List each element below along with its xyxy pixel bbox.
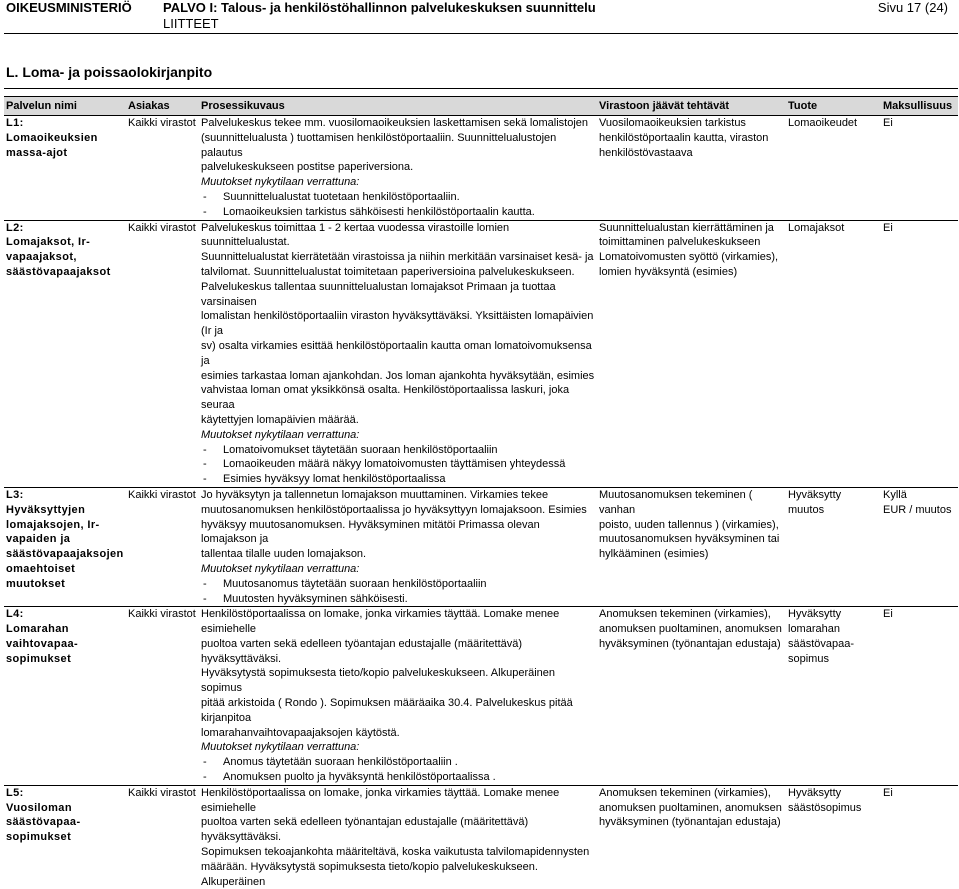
cell-line: vaihtovapaa- [6,637,79,650]
cell-line: Ei [883,117,893,129]
cell-line: lomien hyväksyntä (esimies) [599,265,738,278]
process-description [199,607,597,786]
product-cell [786,116,881,221]
cell-line: Suunnittelualustan kierrättäminen ja [599,221,774,234]
cell-line: L4: [6,608,24,621]
ministry-name: OIKEUSMINISTERIÖ [6,0,132,15]
cell-line: L5: [6,786,24,799]
cell-line: määrään. Hyväksytystä sopimuksesta tieto/kopio palvelukeskukseen. Alkuperäinen [201,860,538,888]
column-header: Virastoon jäävät tehtävät [597,97,786,116]
cell-line: hylkääminen (esimies) [599,548,709,561]
fee-cell [881,785,958,889]
service-table [4,96,958,889]
client-cell: Kaikki virastot [126,220,199,487]
cell-line: säästövapaajaksojen [6,548,124,561]
cell-line: Anomuksen tekeminen (virkamies), [599,608,771,621]
section-divider [4,88,958,89]
table-row [4,487,958,606]
cell-line: Hyväksytty [788,786,842,799]
column-header: Prosessikuvaus [199,97,597,116]
cell-line: L1: [6,117,24,129]
cell-line: pitää arkistoida ( Rondo ). Sopimuksen määräaika 30.4. Palvelukeskus pitää kirjanpitoa [201,697,573,724]
cell-line: Henkilöstöportaalissa on lomake, jonka virkamies täyttää. Lomake menee esimiehelle [201,608,560,636]
cell-line: sopimus [788,652,829,665]
cell-line: Hyväksytty muutos [788,488,842,516]
service-name [4,607,126,786]
cell-line: muutokset [6,577,66,590]
table-header-row [4,97,958,116]
cell-line: Palvelukeskus tekee mm. vuosilomaoikeuksien laskettamisen sekä lomalistojen [201,117,589,129]
cell-line: käytettyjen lomapäivien määrää. [201,413,359,426]
cell-line: Henkilöstöportaalissa on lomake, jonka virkamies täyttää. Lomake menee esimiehelle [201,786,560,814]
cell-line: EUR / muutos [883,503,952,516]
cell-line: anomuksen puoltaminen, anomuksen [599,623,782,636]
cell-line: vapaajaksot, [6,251,77,264]
agency-tasks [597,607,786,786]
header-divider [4,33,958,34]
document-title [163,0,596,32]
cell-line: hyväksyminen (työnantajan edustaja) [599,637,781,650]
page-number: Sivu 17 (24) [877,0,948,15]
client-cell: Kaikki virastot [126,487,199,606]
client-cell: Kaikki virastot [126,116,199,221]
cell-line: lomalistan henkilöstöportaaliin viraston hyväksyttäväksi. Yksittäisten lomapäivien (Ir ja [201,310,594,338]
cell-line: massa-ajot [6,146,68,159]
cell-line: vahvistaa loman omat yksikkönsä osalta. Henkilöstöportaalissa laskuri, joka seuraa [201,384,570,412]
cell-line: - Suunnittelualustat tuotetaan henkilöstöportaaliin. [201,190,595,205]
agency-tasks [597,220,786,487]
cell-line: Anomuksen tekeminen (virkamies), [599,786,771,799]
service-name [4,785,126,889]
fee-cell [881,116,958,221]
cell-line: talvilomat. Suunnittelualustat toimitetaan paperiversioina palvelukeskukseen. [201,265,575,278]
agency-tasks [597,487,786,606]
cell-line: säästövapaa- [6,816,81,829]
fee-cell [881,607,958,786]
cell-line: Lomajaksot, Ir- [6,236,91,249]
cell-line: tallentaa tilalle uuden lomajakson. [201,548,367,561]
cell-line: poisto, uuden tallennus ) (virkamies), [599,518,779,531]
cell-line: sv) osalta virkamies esittää henkilöstöportaalin kautta oman lomatoivomuksensa ja [201,339,592,367]
document-title-line1: PALVO I: Talous- ja henkilöstöhallinnon palvelukeskuksen suunnittelu [163,0,596,15]
process-description [199,116,597,221]
cell-line: muutosanomuksen hyväksyminen tai [599,533,780,546]
product-cell [786,487,881,606]
cell-line: - Anomuksen puolto ja hyväksyntä henkilöstöportaalissa . [201,770,595,785]
cell-line: Muutosanomuksen tekeminen ( vanhan [599,488,753,516]
cell-line: - Anomus täytetään suoraan henkilöstöportaaliin . [201,755,595,770]
cell-line: L2: [6,221,24,234]
product-cell [786,607,881,786]
cell-line: Lomaoikeudet [788,117,858,129]
section-title: L. Loma- ja poissaolokirjanpito [6,64,213,80]
fee-cell [881,487,958,606]
cell-line: palvelukeskukseen postitse paperiversiona. [201,161,414,174]
cell-line: henkilöstövastaava [599,146,693,159]
service-name [4,116,126,221]
cell-line: sopimukset [6,652,72,665]
cell-line: (suunnittelualusta ) tuottamisen henkilöstöportaaliin. Suunnittelualustojen palautus [201,131,557,159]
cell-line: Hyväksytty [788,608,842,621]
cell-line: hyväksyy muutosanomuksen. Hyväksyminen mitätöi Primassa olevan lomajakson ja [201,518,540,546]
cell-line: Ei [883,608,893,621]
cell-line: muutosanomuksen henkilöstöportaalissa jo hyväksyttyyn lomajaksoon. Esimies [201,503,587,516]
process-description [199,220,597,487]
cell-line: - Muutosten hyväksyminen sähköisesti. [201,592,595,607]
cell-line: Lomajaksot [788,221,845,234]
cell-line: omaehtoiset [6,562,76,575]
cell-line: henkilöstöportaalin kautta, viraston [599,131,769,144]
cell-line: lomajaksojen, Ir- [6,518,100,531]
cell-line: säästösopimus [788,801,862,814]
client-cell: Kaikki virastot [126,785,199,889]
cell-line: anomuksen puoltaminen, anomuksen [599,801,782,814]
cell-line: sopimukset [6,831,72,844]
cell-line: säästövapaa- [788,637,855,650]
agency-tasks [597,785,786,889]
cell-line: puoltoa varten sekä edelleen työnantajan edustajalle (määritettävä) hyväksyttäväksi. [201,816,529,844]
cell-line: Palvelukeskus toimittaa 1 - 2 kertaa vuodessa virastoille lomien suunnittelualustat. [201,221,510,249]
cell-line: Sopimuksen tekoajankohta määriteltävä, koska vaikutusta talvilomapidennysten [201,846,590,859]
cell-line: Ei [883,786,893,799]
cell-line: esimies tarkastaa loman ajankohdan. Jos loman ajankohta hyväksytään, esimies [201,369,595,382]
cell-line: L3: [6,488,24,501]
cell-line: lomarahanvaihtovapaajaksojen käytöstä. [201,726,400,739]
cell-line: puoltoa varten sekä edelleen työantajan edustajalle (määritettävä) hyväksyttäväksi. [201,637,523,665]
cell-line: Jo hyväksytyn ja tallennetun lomajakson muuttaminen. Virkamies tekee [201,488,549,501]
process-description [199,785,597,889]
cell-line: lomarahan [788,623,840,636]
cell-line: Lomaoikeuksien [6,131,98,144]
table-row [4,116,958,221]
cell-line: Muutokset nykytilaan verrattuna: [201,428,360,441]
service-name [4,220,126,487]
table-row [4,785,958,889]
cell-line: Ei [883,221,893,234]
cell-line: Lomatoivomusten syöttö (virkamies), [599,251,779,264]
column-header: Palvelun nimi [4,97,126,116]
document-title-line2: LIITTEET [163,16,219,31]
cell-line: - Lomaoikeuksien tarkistus sähköisesti henkilöstöportaalin kautta. [201,205,595,220]
cell-line: toimittaminen palvelukeskukseen [599,236,761,249]
product-cell [786,220,881,487]
column-header: Tuote [786,97,881,116]
service-name [4,487,126,606]
column-header: Maksullisuus [881,97,958,116]
cell-line: Palvelukeskus tallentaa suunnittelualustan lomajaksot Primaan ja tuottaa varsinaisen [201,280,556,308]
cell-line: Kyllä [883,488,907,501]
fee-cell [881,220,958,487]
cell-line: Muutokset nykytilaan verrattuna: [201,176,360,189]
cell-line: hyväksyminen (työnantajan edustaja) [599,816,781,829]
table-row [4,220,958,487]
cell-line: Hyväksytystä sopimuksesta tieto/kopio palvelukeskukseen. Alkuperäinen sopimus [201,667,556,695]
cell-line: Lomarahan [6,623,69,636]
cell-line: Muutokset nykytilaan verrattuna: [201,562,360,575]
column-header: Asiakas [126,97,199,116]
page-header [0,0,959,30]
cell-line: vapaiden ja [6,533,71,546]
table-row [4,607,958,786]
cell-line: säästövapaajaksot [6,265,111,278]
product-cell [786,785,881,889]
process-description [199,487,597,606]
agency-tasks [597,116,786,221]
cell-line: Vuosiloman [6,801,72,814]
client-cell: Kaikki virastot [126,607,199,786]
cell-line: - Lomaoikeuden määrä näkyy lomatoivomusten täyttämisen yhteydessä [201,457,595,472]
cell-line: - Muutosanomus täytetään suoraan henkilöstöportaaliin [201,577,595,592]
cell-line: Muutokset nykytilaan verrattuna: [201,741,360,754]
cell-line: Vuosilomaoikeuksien tarkistus [599,117,746,129]
cell-line: Suunnittelualustat kierrätetään virastoissa ja niihin merkitään varsinaiset kesä- ja [201,251,594,264]
cell-line: - Esimies hyväksyy lomat henkilöstöportaalissa [201,472,595,487]
cell-line: Hyväksyttyjen [6,503,86,516]
cell-line: - Lomatoivomukset täytetään suoraan henkilöstöportaaliin [201,443,595,458]
